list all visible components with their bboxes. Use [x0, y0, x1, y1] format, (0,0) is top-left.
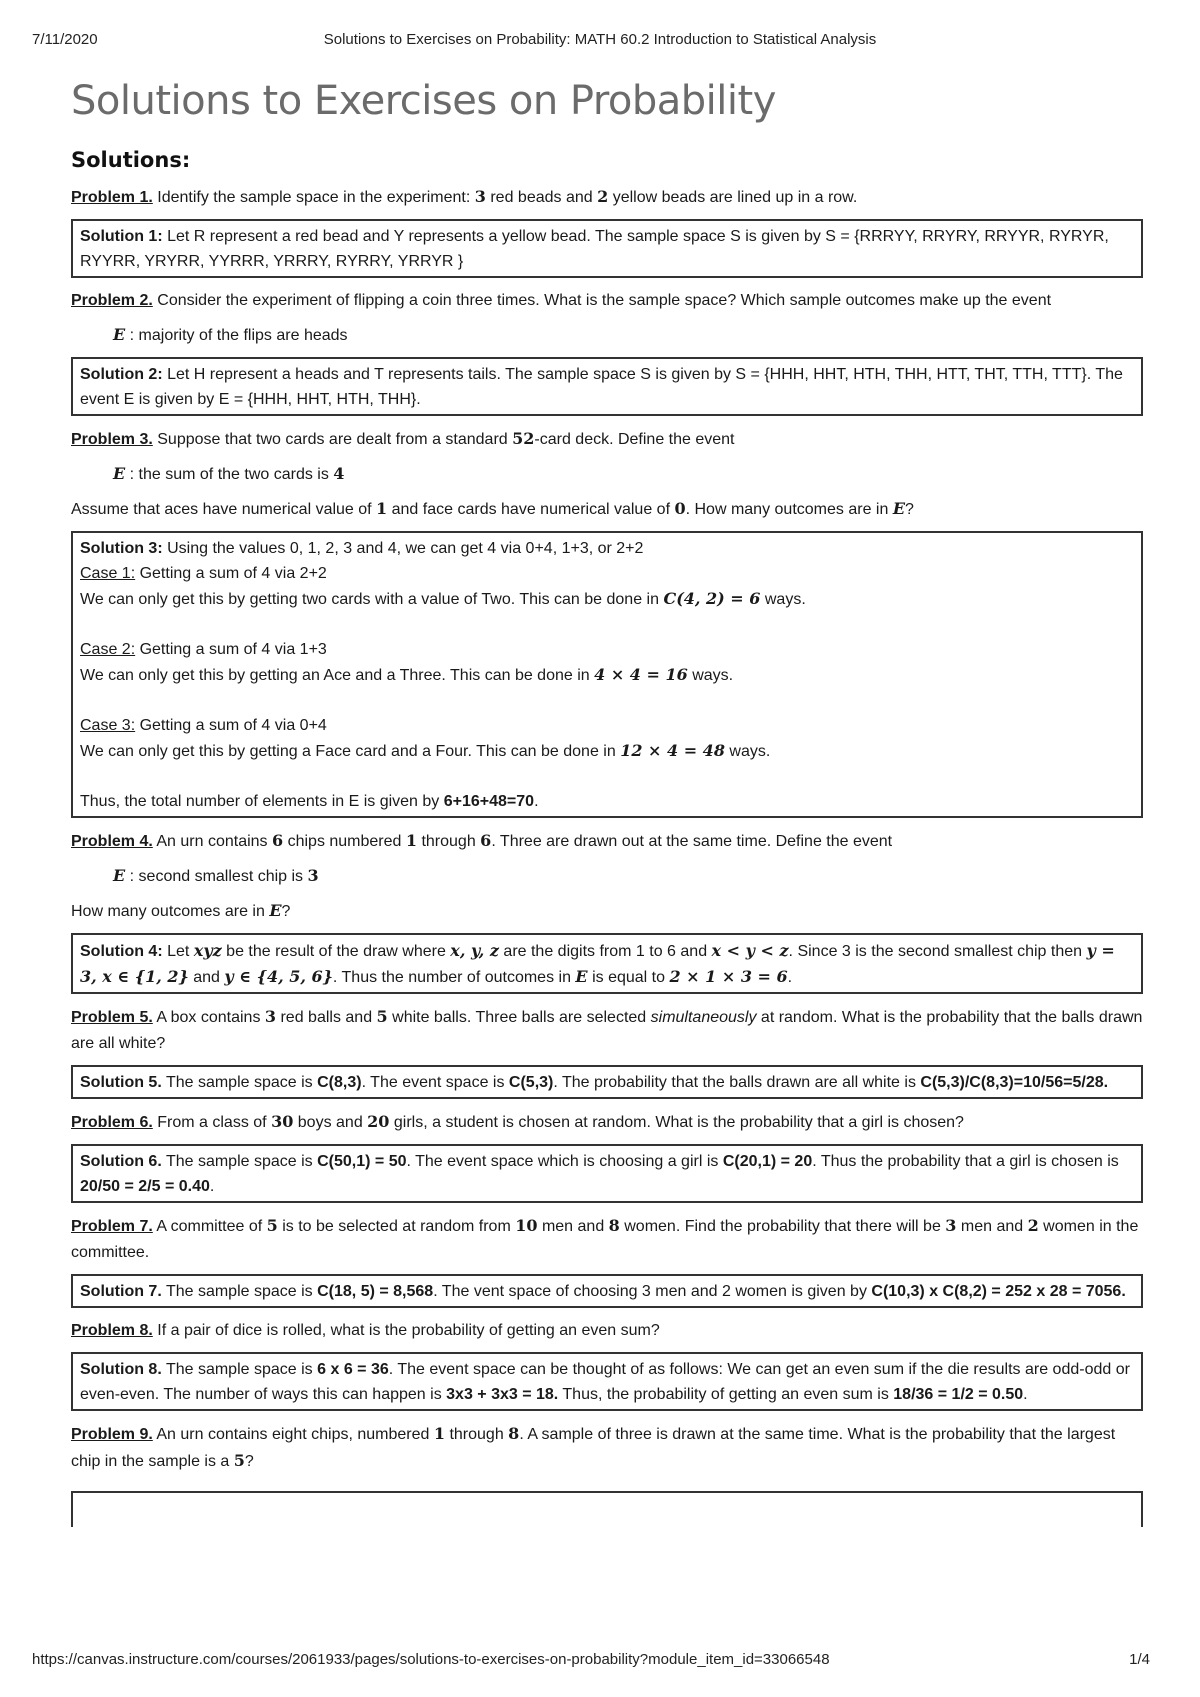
math-expression: x, y, z	[450, 941, 499, 960]
math-number: 1	[376, 499, 388, 518]
solution-text: . Thus the number of outcomes in	[332, 969, 576, 986]
solution-8-box	[71, 1352, 1143, 1411]
problem-text: How many outcomes are in	[71, 903, 270, 920]
event-text: : majority of the flips are heads	[125, 327, 348, 344]
case-text: Getting a sum of 4 via 2+2	[135, 565, 327, 582]
solution-5-box	[71, 1065, 1143, 1099]
problem-3	[71, 426, 1143, 453]
problem-label: Problem 1.	[71, 189, 153, 206]
page-number: 1/4	[1129, 1651, 1150, 1668]
solution-text: are the digits from 1 to 6 and	[498, 943, 712, 960]
case-label: Case 3:	[80, 717, 136, 734]
problem-text: red balls and	[276, 1009, 377, 1026]
math-number: 4	[333, 464, 345, 483]
problem-7	[71, 1213, 1143, 1266]
solution-label: Solution 4:	[80, 943, 163, 960]
problem-text: A committee of	[152, 1218, 267, 1235]
solution-label: Solution 3:	[80, 540, 163, 557]
problem-text: -card deck. Define the event	[534, 431, 735, 448]
math-variable: E	[269, 901, 282, 920]
problem-text: white balls. Three balls are selected	[387, 1009, 651, 1026]
solution-7-box	[71, 1274, 1143, 1308]
math-number: 1	[433, 1424, 446, 1443]
math-expression: 2 × 1 × 3 = 6	[669, 967, 788, 986]
problem-label: Problem 2.	[71, 292, 153, 309]
solution-text: .	[1023, 1386, 1028, 1403]
solution-text: Let H represent a heads and T represents tails. The sample space S is given by S = {HHH, HHT, HTH, THH, HTT, THT, TTH, TTT}. The event E is given by E = {HHH, HHT, HTH, THH}.	[80, 366, 1123, 408]
math-number: 8	[508, 1424, 520, 1443]
problem-text: chips numbered	[283, 833, 406, 850]
problem-text: . How many outcomes are in	[685, 501, 893, 518]
math-expression: C(4, 2) = 6	[663, 589, 761, 608]
problem-text: From a class of	[152, 1114, 272, 1131]
document-title: Solutions to Exercises on Probability	[71, 78, 776, 124]
case-text: ways.	[760, 591, 806, 608]
solution-result: C(8,3)	[317, 1074, 362, 1091]
solution-label: Solution 6.	[80, 1153, 162, 1170]
problem-text: Suppose that two cards are dealt from a standard	[152, 431, 513, 448]
case-label: Case 2:	[80, 641, 136, 658]
math-number: 3	[307, 866, 319, 885]
solution-label: Solution 1:	[80, 228, 163, 245]
problem-4-question	[71, 898, 1143, 925]
solution-label: Solution 8.	[80, 1361, 162, 1378]
solution-text: . Thus the probability that a girl is chosen is	[812, 1153, 1119, 1170]
math-number: 3	[945, 1216, 957, 1235]
solution-text: . The event space is	[361, 1074, 509, 1091]
solution-text: . Since 3 is the second smallest chip then	[788, 943, 1087, 960]
solution-label: Solution 5.	[80, 1074, 162, 1091]
solution-label: Solution 2:	[80, 366, 163, 383]
problem-text: ?	[905, 501, 914, 518]
math-variable: E	[113, 325, 126, 344]
solution-6-box	[71, 1144, 1143, 1203]
solution-label: Solution 7.	[80, 1283, 162, 1300]
event-definition	[113, 322, 1143, 349]
problem-text: is to be selected at random from	[277, 1218, 516, 1235]
math-number: 3	[264, 1007, 277, 1026]
problem-text: men and	[537, 1218, 609, 1235]
event-definition	[113, 863, 1143, 890]
solution-text: The sample space is	[161, 1283, 318, 1300]
problem-label: Problem 5.	[71, 1009, 153, 1026]
solution-result: C(10,3) x C(8,2) = 252 x 28 = 7056.	[871, 1283, 1126, 1300]
problem-5	[71, 1004, 1143, 1057]
math-variable: E	[575, 967, 588, 986]
problem-9	[71, 1421, 1143, 1475]
problem-text: girls, a student is chosen at random. What is the probability that a girl is chosen?	[389, 1114, 964, 1131]
math-number: 5	[376, 1007, 388, 1026]
solution-text: is equal to	[587, 969, 670, 986]
problem-label: Problem 3.	[71, 431, 153, 448]
problem-label: Problem 7.	[71, 1218, 153, 1235]
solution-text: . The probability that the balls drawn are all white is	[553, 1074, 921, 1091]
problem-3-assumption	[71, 496, 1143, 523]
problem-text: . A sample of three is drawn at the same time. What is the probability that the largest chip in the sample is a	[71, 1426, 1116, 1470]
problem-text: through	[445, 1426, 509, 1443]
case-text: ways.	[687, 667, 734, 684]
case-text: We can only get this by getting an Ace and a Three. This can be done in	[80, 667, 595, 684]
solution-text: .	[787, 969, 793, 986]
solution-result: C(5,3)	[508, 1074, 554, 1091]
case-text: Getting a sum of 4 via 1+3	[135, 641, 327, 658]
solution-text: be the result of the draw where	[221, 943, 451, 960]
solution-result: C(18, 5) = 8,568	[317, 1283, 434, 1300]
solution-result: C(50,1) = 50	[317, 1153, 407, 1170]
solution-text: Let R represent a red bead and Y represents a yellow bead. The sample space S is given by S = {RRRYY, RRYRY, RRYYR, RYRYR, RYYRR, YRYRR, YYRRR, YRRRY, RYRRY, YRRYR }	[80, 228, 1109, 270]
solution-text: Thus, the probability of getting an even sum is	[558, 1386, 894, 1403]
emphasis-text: simultaneously	[650, 1009, 757, 1026]
problem-8	[71, 1318, 1143, 1344]
math-number: 0	[674, 499, 686, 518]
solution-1-box	[71, 219, 1143, 278]
print-page-title: Solutions to Exercises on Probability: MATH 60.2 Introduction to Statistical Analysis	[323, 31, 877, 48]
problem-text: An urn contains eight chips, numbered	[152, 1426, 434, 1443]
math-number: 8	[608, 1216, 620, 1235]
problem-text: red beads and	[485, 189, 598, 206]
math-variable: E	[113, 464, 126, 483]
solution-text: Thus, the total number of elements in E is given by	[80, 793, 444, 810]
page-content	[71, 78, 1143, 1527]
problem-text: yellow beads are lined up in a row.	[608, 189, 858, 206]
problem-text: women in the committee.	[71, 1218, 1139, 1261]
math-number: 3	[474, 187, 486, 206]
solution-9-box	[71, 1491, 1143, 1527]
problem-text: If a pair of dice is rolled, what is the probability of getting an even sum?	[152, 1322, 660, 1339]
problem-text: Identify the sample space in the experiment:	[152, 189, 475, 206]
problem-text: at random. What is the probability that the balls drawn are all white?	[71, 1009, 1143, 1052]
event-text: : the sum of the two cards is	[125, 466, 334, 483]
solution-text: .	[534, 793, 539, 810]
solution-3-box	[71, 531, 1143, 818]
solution-result: 3x3 + 3x3 = 18.	[446, 1386, 559, 1403]
math-expression: y = 3, x ∈ {1, 2}	[80, 941, 1115, 986]
print-url: https://canvas.instructure.com/courses/2061933/pages/solutions-to-exercises-on-probability?module_item_id=33066548	[32, 1651, 830, 1668]
event-definition	[113, 461, 1143, 488]
math-number: 52	[512, 429, 535, 448]
solution-text: The sample space is	[161, 1153, 318, 1170]
solution-text: The sample space is	[161, 1074, 318, 1091]
math-expression: 4 × 4 = 16	[594, 665, 688, 684]
problem-label: Problem 6.	[71, 1114, 153, 1131]
math-variable: E	[892, 499, 906, 518]
math-number: 6	[480, 831, 492, 850]
problem-6	[71, 1109, 1143, 1136]
solution-text: Using the values 0, 1, 2, 3 and 4, we can get 4 via 0+4, 1+3, or 2+2	[162, 540, 644, 557]
math-number: 5	[266, 1216, 278, 1235]
math-number: 2	[597, 187, 609, 206]
solution-result: 18/36 = 1/2 = 0.50	[893, 1386, 1024, 1403]
solution-result: 6 x 6 = 36	[317, 1361, 389, 1378]
print-date: 7/11/2020	[32, 31, 98, 48]
solution-text: and	[188, 969, 225, 986]
problem-text: An urn contains	[152, 833, 272, 850]
case-text: We can only get this by getting two cards with a value of Two. This can be done in	[80, 591, 664, 608]
math-number: 5	[233, 1451, 245, 1470]
problem-text: ?	[281, 903, 291, 920]
problem-text: men and	[956, 1218, 1028, 1235]
solution-text: .	[209, 1178, 215, 1195]
math-number: 6	[272, 831, 284, 850]
case-text: Getting a sum of 4 via 0+4	[135, 717, 327, 734]
solution-result: 20/50 = 2/5 = 0.40	[80, 1178, 210, 1195]
math-expression: xyz	[193, 941, 222, 960]
problem-text: ?	[244, 1453, 254, 1470]
math-number: 30	[271, 1112, 294, 1131]
solution-result: 6+16+48=70	[443, 793, 535, 810]
case-text: We can only get this by getting a Face card and a Four. This can be done in	[80, 743, 621, 760]
section-heading: Solutions:	[71, 148, 191, 172]
math-number: 1	[405, 831, 418, 850]
math-expression: y ∈ {4, 5, 6}	[224, 967, 333, 986]
problem-text: A box contains	[152, 1009, 265, 1026]
math-number: 10	[515, 1216, 538, 1235]
problem-4	[71, 828, 1143, 855]
solution-text: . The event space which is choosing a girl is	[406, 1153, 723, 1170]
problem-label: Problem 9.	[71, 1426, 153, 1443]
solution-result: C(5,3)/C(8,3)=10/56=5/28.	[920, 1074, 1109, 1091]
solution-result: C(20,1) = 20	[722, 1153, 813, 1170]
problem-text: Assume that aces have numerical value of	[71, 501, 377, 518]
solution-text: . The vent space of choosing 3 men and 2 women is given by	[433, 1283, 872, 1300]
problem-1	[71, 184, 1143, 211]
math-expression: x < y < z	[711, 941, 789, 960]
problem-text: through	[417, 833, 481, 850]
problem-label: Problem 8.	[71, 1322, 153, 1339]
problem-text: women. Find the probability that there will be	[619, 1218, 946, 1235]
problem-text: and face cards have numerical value of	[387, 501, 675, 518]
problem-label: Problem 4.	[71, 833, 153, 850]
event-text: : second smallest chip is	[125, 868, 308, 885]
solution-text: . The event space can be thought of as follows: We can get an even sum if the die results are odd-odd or even-even. The number of ways this can happen is	[80, 1361, 1130, 1403]
case-label: Case 1:	[80, 565, 136, 582]
math-variable: E	[113, 866, 126, 885]
math-number: 20	[367, 1112, 390, 1131]
solution-text: The sample space is	[161, 1361, 318, 1378]
math-number: 2	[1027, 1216, 1039, 1235]
solution-2-box	[71, 357, 1143, 416]
problem-2	[71, 288, 1143, 314]
problem-text: boys and	[293, 1114, 368, 1131]
problem-text: . Three are drawn out at the same time. Define the event	[491, 833, 893, 850]
problem-text: Consider the experiment of flipping a coin three times. What is the sample space? Which sample outcomes make up the event	[152, 292, 1052, 309]
solution-4-box	[71, 933, 1143, 994]
solution-text: Let	[162, 943, 194, 960]
math-expression: 12 × 4 = 48	[620, 741, 725, 760]
case-text: ways.	[724, 743, 771, 760]
